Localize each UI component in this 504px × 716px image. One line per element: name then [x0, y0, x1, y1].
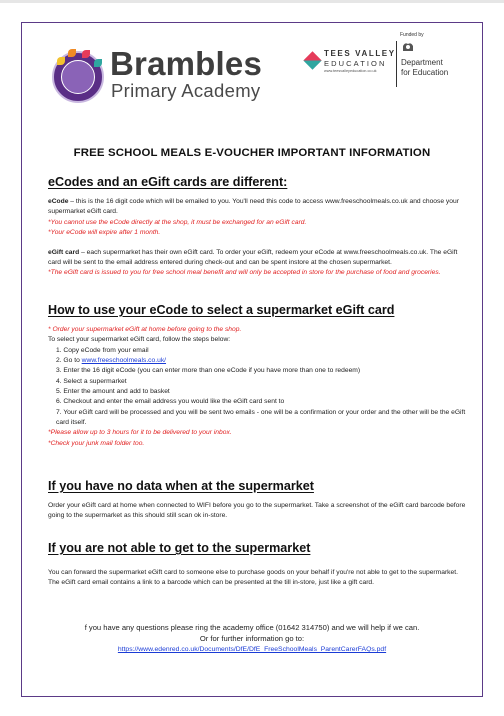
how-to-intro: To select your supermarket eGift card, follow the steps below:: [48, 336, 231, 344]
egift-warning: *The eGift card is issued to you for free school meal benefit and will only be accepted in store for the purchase of food and groceries.: [48, 269, 441, 277]
step-6: 6. Checkout and enter the email address you would like the eGift card sent to: [56, 398, 285, 406]
step-1: 1. Copy eCode from your email: [56, 346, 149, 354]
egift-definition: [48, 248, 466, 269]
royal-crest-icon: [401, 41, 415, 53]
section-how-to-heading: How to use your eCode to select a supermarket eGift card: [48, 303, 395, 317]
step-2: [56, 356, 466, 366]
contact-question: f you have any questions please ring the academy office (01642 314750) and we will help if we can.: [84, 623, 420, 632]
faq-link-wrap: [32, 644, 472, 655]
ecode-term: eCode: [48, 198, 69, 205]
tees-valley-subtitle: EDUCATION: [324, 59, 387, 68]
tees-valley-title: TEES VALLEY: [324, 49, 396, 58]
letterhead: [22, 23, 482, 123]
document-title: FREE SCHOOL MEALS E-VOUCHER IMPORTANT INFORMATION: [73, 147, 431, 159]
freeschoolmeals-link[interactable]: www.freeschoolmeals.co.uk/: [81, 357, 167, 365]
funded-by-label: Funded by: [400, 32, 424, 38]
further-info: Or for further information go to:: [199, 634, 305, 643]
no-data-text: Order your eGift card at home when connected to WIFI before you go to the supermarket. Take a screenshot of the eGift card barcode before going to the supermarket as this should still scan ok in-store.: [48, 502, 466, 520]
ecode-definition: [48, 197, 466, 218]
delivery-warning: *Please allow up to 3 hours for it to be delivered to your inbox.: [48, 429, 232, 437]
steps-list: [56, 346, 466, 428]
section-not-able: [48, 541, 466, 589]
tees-valley-url: www.teesvalleyeducation.co.uk: [324, 69, 377, 73]
step-4: 4. Select a supermarket: [56, 377, 127, 385]
step-3: 3. Enter the 16 digit eCode (you can enter more than one eCode if you have more than one to redeem): [56, 367, 361, 375]
step-7: 7. Your eGift card will be processed and you will be sent two emails - one will be a confirmation or your order and the other will be the eGift card itself.: [56, 408, 466, 426]
dfe-line-2: for Education: [401, 68, 449, 77]
egift-term: eGift card: [48, 248, 80, 256]
section-how-to: [48, 303, 466, 449]
dfe-name: [401, 58, 448, 78]
section-ecodes-heading: eCodes and an eGift cards are different:: [48, 175, 288, 189]
step-5: 5. Enter the amount and add to basket: [56, 388, 170, 395]
dfe-divider: [396, 41, 397, 87]
brambles-logo-icon: [52, 51, 104, 103]
ecode-warning-2: *Your eCode will expire after 1 month.: [48, 229, 161, 237]
brand-name: Brambles: [110, 45, 263, 82]
document-frame: [21, 22, 483, 697]
dfe-line-1: Department: [401, 58, 443, 67]
section-not-able-heading: If you are not able to get to the supermarket: [48, 541, 311, 555]
brand-subtitle: Primary Academy: [111, 80, 261, 101]
junk-mail-warning: *Check your junk mail folder too.: [48, 439, 145, 447]
section-ecodes: [48, 175, 466, 279]
ecode-warning-1: *You cannot use the eCode directly at the shop, it must be exchanged for an eGift card.: [48, 218, 307, 226]
how-to-note: * Order your supermarket eGift at home before going to the shop.: [48, 326, 242, 333]
section-no-data: [48, 479, 466, 522]
egift-text: – each supermarket has their own eGift card. To order your eGift, redeem your eCode at www.freeschoolmeals.co.uk. The eGift card will be sent to the email address entered during check-out and can be spent instore at the chosen supermarket.: [48, 248, 458, 267]
not-able-text: You can forward the supermarket eGift card to someone else to purchase goods on your behalf if you're not able to get to the supermarket. The eGift card email contains a link to a barcode which can be presented at the till in-store, just like a gift card.: [48, 569, 458, 587]
step-2-prefix: 2. Go to: [56, 357, 82, 365]
tees-valley-logo-icon: [303, 51, 321, 69]
ecode-text: – this is the 16 digit code which will be emailed to you. You'll need this code to access www.freeschoolmeals.co.uk and choose your supermarket eGift card.: [48, 198, 459, 216]
faq-link[interactable]: https://www.edenred.co.uk/Documents/DfE/DfE_FreeSchoolMeals_ParentCarerFAQs.pdf: [117, 646, 387, 653]
page-top-edge: [0, 0, 504, 3]
section-no-data-heading: If you have no data when at the supermarket: [48, 479, 314, 493]
contact-footer: [32, 622, 472, 655]
